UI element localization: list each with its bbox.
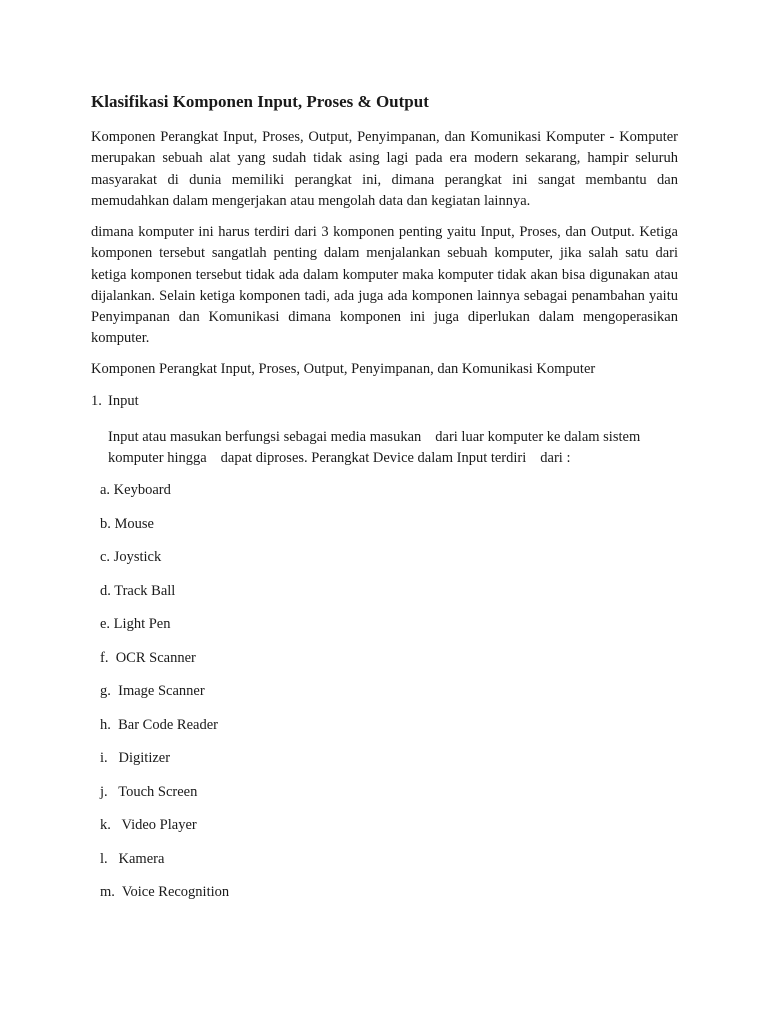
list-item: d. Track Ball <box>100 582 176 599</box>
components-paragraph: dimana komputer ini harus terdiri dari 3 komponen penting yaitu Input, Proses, dan Output. Ketiga komponen tersebut sangatlah penting dalam menjalankan sebuah komputer, jika salah satu dari ketiga komponen tersebut tidak ada dalam komputer maka komputer tidak akan bisa digunakan atau dijalankan. Selain ketiga komponen tadi, ada juga ada komponen lainnya sebagai penambahan yaitu Penyimpanan dan Komunikasi dimana komponen ini juga diperlukan dalam mengoperasikan komputer. <box>91 224 678 347</box>
list-item: e. Light Pen <box>100 616 171 632</box>
list-item: b. Mouse <box>100 515 154 532</box>
section-title: Input <box>108 393 139 409</box>
list-item: l. Kamera <box>100 850 165 867</box>
list-item: f. OCR Scanner <box>100 649 196 666</box>
list-item: g. Image Scanner <box>100 683 205 699</box>
list-item: k. Video Player <box>100 817 197 833</box>
list-item: c. Joystick <box>100 549 162 565</box>
input-description-part-2: dari luar komputer ke dalam sistem komputer hingga <box>108 429 641 467</box>
list-item: i. Digitizer <box>100 750 171 766</box>
components-heading-paragraph: Komponen Perangkat Input, Proses, Output, Penyimpanan, dan Komunikasi Komputer <box>91 361 596 377</box>
input-description-part-1: Input atau masukan berfungsi sebagai media masukan <box>108 429 422 445</box>
input-description <box>108 427 678 470</box>
list-item: a. Keyboard <box>100 482 171 498</box>
section-heading-input <box>91 393 139 410</box>
input-device-list <box>100 480 229 916</box>
section-number: 1. <box>91 393 102 409</box>
list-item: j. Touch Screen <box>100 783 198 800</box>
document-title: Klasifikasi Komponen Input, Proses & Output <box>91 92 429 111</box>
list-item: h. Bar Code Reader <box>100 716 218 733</box>
input-description-part-4: dari : <box>540 450 571 467</box>
input-description-part-3: dapat diproses. Perangkat Device dalam Input terdiri <box>220 450 527 467</box>
intro-paragraph: Komponen Perangkat Input, Proses, Output, Penyimpanan, dan Komunikasi Komputer - Komputer merupakan sebuah alat yang sudah tidak asing lagi pada era modern sekarang, hampir seluruh masyarakat di dunia memiliki perangkat ini, dimana perangkat ini sangat membantu dan memudahkan dalam mengerjakan atau mengolah data dan kegiatan lainnya. <box>91 129 678 209</box>
list-item: m. Voice Recognition <box>100 884 230 900</box>
